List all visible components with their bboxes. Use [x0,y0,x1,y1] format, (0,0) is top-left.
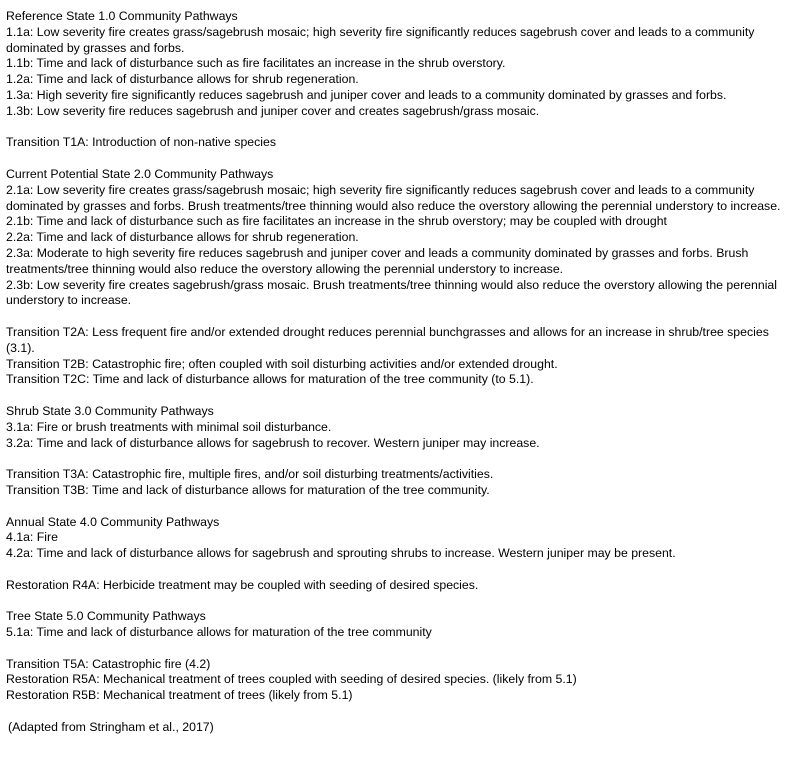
section-heading: Annual State 4.0 Community Pathways [6,514,220,529]
pathway-line: 2.3a: Moderate to high severity fire reduces sagebrush and juniper cover and leads a community dominated by grasses and forbs. Brush treatments/tree thinning would also reduce the overstory allowing the perennial understory to increase. [6,245,749,276]
pathway-line: 4.1a: Fire [6,530,58,545]
restoration-line: Restoration R5A: Mechanical treatment of trees coupled with seeding of desired species. (likely from 5.1) [6,672,577,687]
section-heading: Reference State 1.0 Community Pathways [6,9,238,23]
section-transition-t1 [6,135,796,151]
section-reference-state [6,9,796,120]
section-annual-state [6,515,796,562]
pathway-line: 2.3b: Low severity fire creates sagebrush/grass mosaic. Brush treatments/tree thinning would also reduce the overstory allowing the perennial understory to increase. [6,277,778,308]
source-credit: (Adapted from Stringham et al., 2017) [8,719,214,734]
pathway-line: 1.3a: High severity fire significantly reduces sagebrush and juniper cover and leads to a community dominated by grasses and forbs. [6,87,727,102]
transition-line: Transition T3B: Time and lack of disturbance allows for maturation of the tree community. [6,482,490,497]
pathway-line: 5.1a: Time and lack of disturbance allows for maturation of the tree community [6,625,432,640]
transition-line: Transition T3A: Catastrophic fire, multiple fires, and/or soil disturbing treatments/activities. [6,467,494,482]
section-shrub-state [6,404,796,451]
pathway-line: 2.1a: Low severity fire creates grass/sagebrush mosaic; high severity fire significantly reduces sagebrush cover and leads to a community dominated by grasses and forbs. Brush treatments/tree thinning would also reduce the overstory allowing the perennial understory to increase. [6,182,781,213]
pathway-line: 1.1a: Low severity fire creates grass/sagebrush mosaic; high severity fire significantly reduces sagebrush cover and leads to a community dominated by grasses and forbs. [6,24,755,55]
transition-line: Transition T2A: Less frequent fire and/or extended drought reduces perennial bunchgrasses and allows for an increase in shrub/tree species (3.1). [6,324,769,355]
section-transitions-t2 [6,325,796,388]
transition-line: Transition T2C: Time and lack of disturbance allows for maturation of the tree community (to 5.1). [6,372,534,387]
section-heading: Tree State 5.0 Community Pathways [6,609,206,624]
pathway-line: 1.2a: Time and lack of disturbance allows for shrub regeneration. [6,72,359,87]
transition-line: Transition T5A: Catastrophic fire (4.2) [6,656,211,671]
restoration-line: Restoration R5B: Mechanical treatment of trees (likely from 5.1) [6,688,353,703]
pathway-line: 2.1b: Time and lack of disturbance such as fire facilitates an increase in the shrub overstory; may be coupled with drought [6,214,667,229]
section-transitions-t5 [6,657,796,704]
restoration-line: Restoration R4A: Herbicide treatment may be coupled with seeding of desired species. [6,577,479,592]
section-transitions-t3 [6,467,796,499]
pathway-line: 3.1a: Fire or brush treatments with minimal soil disturbance. [6,419,332,434]
transition-line: Transition T1A: Introduction of non-native species [6,135,276,150]
section-heading: Shrub State 3.0 Community Pathways [6,403,214,418]
pathway-line: 4.2a: Time and lack of disturbance allows for sagebrush and sprouting shrubs to increase. Western juniper may be present. [6,546,676,561]
section-heading: Current Potential State 2.0 Community Pathways [6,166,274,181]
pathway-line: 1.3b: Low severity fire reduces sagebrush and juniper cover and creates sagebrush/grass mosaic. [6,103,540,118]
pathway-line: 1.1b: Time and lack of disturbance such as fire facilitates an increase in the shrub overstory. [6,56,506,71]
pathway-line: 3.2a: Time and lack of disturbance allows for sagebrush to recover. Western juniper may increase. [6,435,540,450]
document-page [6,9,796,736]
transition-line: Transition T2B: Catastrophic fire; often coupled with soil disturbing activities and/or extended drought. [6,356,558,371]
section-current-potential-state [6,167,796,309]
section-restoration-r4 [6,578,796,594]
pathway-line: 2.2a: Time and lack of disturbance allows for shrub regeneration. [6,230,359,245]
section-tree-state [6,609,796,641]
